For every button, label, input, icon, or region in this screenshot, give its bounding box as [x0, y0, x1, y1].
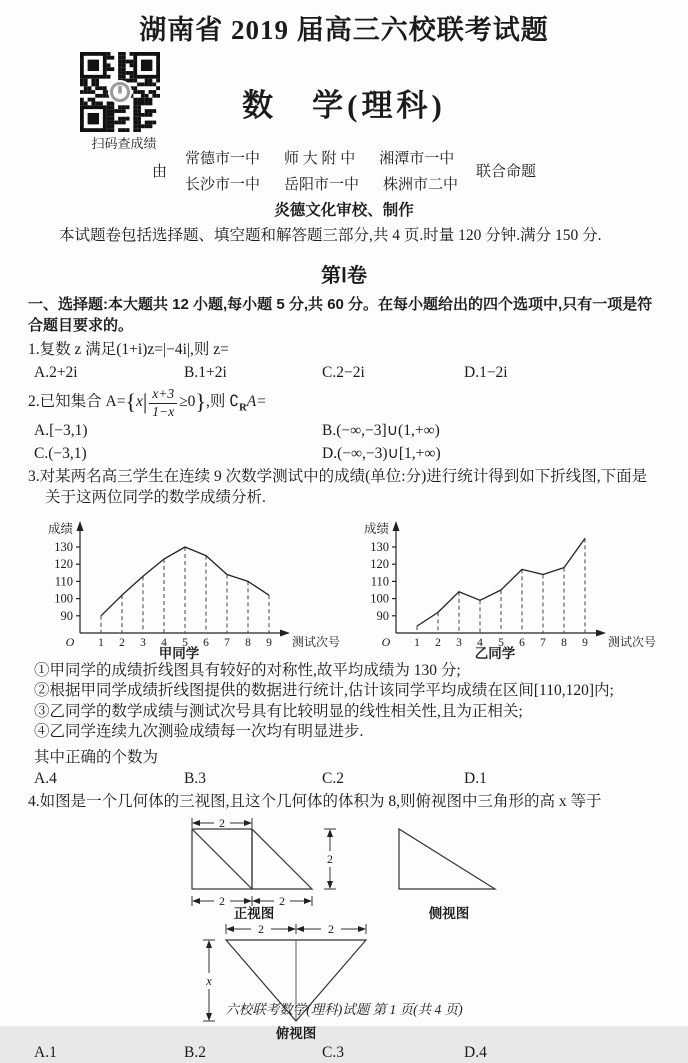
- svg-text:O: O: [381, 634, 391, 649]
- svg-text:110: 110: [54, 574, 73, 589]
- q3-statements: [34, 661, 660, 743]
- school-row-2: [185, 173, 458, 194]
- q2-brace-open: {: [125, 389, 136, 415]
- question-2-options: [34, 421, 660, 464]
- option-a: A.1: [34, 1043, 57, 1061]
- svg-text:1: 1: [414, 636, 420, 649]
- school-rows: [185, 147, 458, 194]
- part1-title: 第Ⅰ卷: [321, 264, 367, 287]
- statement-3: ③乙同学的数学成绩与测试次号具有比较明显的线性相关性,且为正相关;: [34, 702, 523, 720]
- option-c: C.3: [322, 1043, 344, 1061]
- school-row-1: [185, 147, 458, 168]
- q2-condition: ≥0: [179, 393, 196, 411]
- q2-set-var: x: [136, 393, 143, 411]
- page-title: 湖南省 2019 届高三六校联考试题: [139, 15, 549, 45]
- subject-title: 数 学(理科): [242, 87, 446, 123]
- svg-text:7: 7: [224, 636, 230, 649]
- producer-line: 炎德文化审校、制作: [274, 201, 414, 219]
- svg-text:7: 7: [540, 636, 546, 649]
- qr-caption: 扫码查成绩: [91, 135, 157, 151]
- schools-block: [28, 147, 660, 194]
- svg-text:6: 6: [519, 636, 525, 649]
- svg-text:4: 4: [161, 636, 167, 649]
- svg-text:110: 110: [370, 574, 389, 589]
- exam-header: [28, 50, 660, 193]
- svg-text:100: 100: [54, 591, 73, 606]
- question-3-options: [34, 769, 660, 789]
- svg-text:2: 2: [119, 636, 125, 649]
- front-bottom-dim2-label: 2: [278, 893, 285, 908]
- option-c: C.2−2i: [322, 364, 365, 382]
- qr-code-icon: [80, 52, 160, 132]
- top-dim1-label: 2: [258, 921, 264, 936]
- fraction-denominator: 1−x: [152, 403, 175, 419]
- school-name: 岳阳市一中: [283, 176, 359, 193]
- svg-text:乙同学: 乙同学: [474, 645, 516, 661]
- qr-block: [80, 52, 168, 152]
- q2-bar: |: [142, 389, 148, 415]
- q3-stem: 其中正确的个数为: [34, 748, 159, 766]
- svg-text:3: 3: [456, 636, 462, 649]
- q2-brace-close: }: [195, 389, 206, 415]
- svg-text:9: 9: [266, 636, 272, 649]
- svg-text:甲同学: 甲同学: [158, 645, 200, 661]
- top-view-row: [28, 921, 564, 1041]
- svg-text:5: 5: [182, 636, 188, 649]
- svg-text:测试次号: 测试次号: [608, 634, 657, 649]
- front-view-label: 正视图: [233, 905, 274, 921]
- front-bottom-dim1-label: 2: [218, 893, 225, 908]
- option-d: D.1−2i: [464, 364, 508, 382]
- question-4-options: [34, 1043, 660, 1063]
- school-name: 常德市一中: [184, 150, 260, 167]
- top-view-label: 俯视图: [275, 1025, 317, 1041]
- option-a: A.2+2i: [34, 364, 78, 382]
- q2-fraction: [149, 387, 177, 418]
- q2-complement-sub: R: [239, 402, 247, 414]
- by-label: 由: [151, 163, 167, 180]
- svg-text:2: 2: [435, 636, 441, 649]
- option-c: C.(−3,1): [34, 444, 87, 462]
- svg-text:120: 120: [370, 556, 389, 571]
- svg-text:120: 120: [54, 556, 73, 571]
- school-name: 株洲市二中: [383, 176, 459, 193]
- question-2-text: [28, 387, 660, 418]
- svg-text:9: 9: [582, 636, 588, 649]
- svg-text:5: 5: [498, 636, 504, 649]
- svg-text:成绩: 成绩: [47, 521, 73, 536]
- svg-text:O: O: [65, 634, 75, 649]
- statement-1: ①甲同学的成绩折线图具有较好的对称性,故平均成绩为 130 分;: [34, 661, 461, 679]
- option-d: D.(−∞,−3)∪[1,+∞): [322, 444, 441, 462]
- svg-text:130: 130: [370, 539, 389, 554]
- svg-text:4: 4: [477, 636, 483, 649]
- section1-heading: 一、选择题:本大题共 12 小题,每小题 5 分,共 60 分。在每小题给出的四个选项中,只有一项是符合题目要求的。: [28, 295, 653, 334]
- svg-text:90: 90: [376, 608, 389, 623]
- top-view-diagram: [191, 921, 401, 1041]
- school-name: 湘潭市一中: [379, 150, 455, 167]
- svg-text:130: 130: [54, 539, 73, 554]
- option-b: B.2: [184, 1043, 206, 1061]
- svg-text:8: 8: [245, 636, 251, 649]
- joint-label: 联合命题: [476, 163, 537, 180]
- option-b: B.3: [184, 769, 206, 787]
- option-a: A.[−3,1): [34, 421, 88, 439]
- svg-text:100: 100: [370, 591, 389, 606]
- svg-text:3: 3: [140, 636, 146, 649]
- question-4-text: 4.如图是一个几何体的三视图,且这个几何体的体积为 8,则俯视图中三角形的高 x 等于: [28, 792, 602, 810]
- line-chart-student-yi: [350, 511, 658, 661]
- school-name: 长沙市一中: [184, 176, 260, 193]
- score-charts: [34, 511, 660, 661]
- question-1-text: 1.复数 z 满足(1+i)z=|−4i|,则 z=: [28, 341, 229, 359]
- svg-text:成绩: 成绩: [363, 521, 389, 536]
- q2-mid: ,则 ∁: [205, 393, 240, 411]
- intro-paragraph: 本试题卷包括选择题、填空题和解答题三部分,共 4 页.时量 120 分钟.满分 150 分.: [59, 226, 602, 244]
- option-d: D.4: [464, 1043, 487, 1061]
- front-height-dim-label: 2: [326, 851, 333, 866]
- svg-text:6: 6: [203, 636, 209, 649]
- q2-prefix: 2.已知集合 A=: [28, 393, 126, 411]
- side-view-label: 侧视图: [428, 905, 469, 921]
- side-view-diagram: [387, 815, 517, 921]
- option-c: C.2: [322, 769, 344, 787]
- top-dim2-label: 2: [328, 921, 334, 936]
- top-height-dim-label: x: [206, 973, 212, 988]
- svg-text:8: 8: [561, 636, 567, 649]
- fraction-numerator: x+3: [149, 387, 177, 403]
- svg-text:90: 90: [60, 608, 73, 623]
- option-a: A.4: [34, 769, 57, 787]
- option-b: B.1+2i: [184, 364, 227, 382]
- option-d: D.1: [464, 769, 487, 787]
- statement-2: ②根据甲同学成绩折线图提供的数据进行统计,估计该同学平均成绩在区间[110,120]内;: [34, 682, 614, 700]
- page-footer: 六校联考数学(理科)试题 第 1 页(共 4 页): [225, 1002, 463, 1017]
- svg-text:测试次号: 测试次号: [292, 634, 341, 649]
- three-views-row: [28, 815, 660, 921]
- question-3-text: 3.对某两名高三学生在连续 9 次数学测试中的成绩(单位:分)进行统计得到如下折线图,下面是关于这两位同学的数学成绩分析.: [28, 467, 648, 506]
- front-top-dim-label: 2: [218, 815, 225, 830]
- line-chart-student-jia: [34, 511, 342, 661]
- front-view-diagram: [172, 815, 357, 921]
- q2-tail: A=: [246, 393, 267, 411]
- question-1-options: [34, 363, 660, 383]
- school-name: 师 大 附 中: [283, 150, 356, 167]
- svg-text:1: 1: [98, 636, 104, 649]
- statement-4: ④乙同学连续九次测验成绩每一次均有明显进步.: [34, 723, 364, 741]
- option-b: B.(−∞,−3]∪(1,+∞): [322, 421, 440, 439]
